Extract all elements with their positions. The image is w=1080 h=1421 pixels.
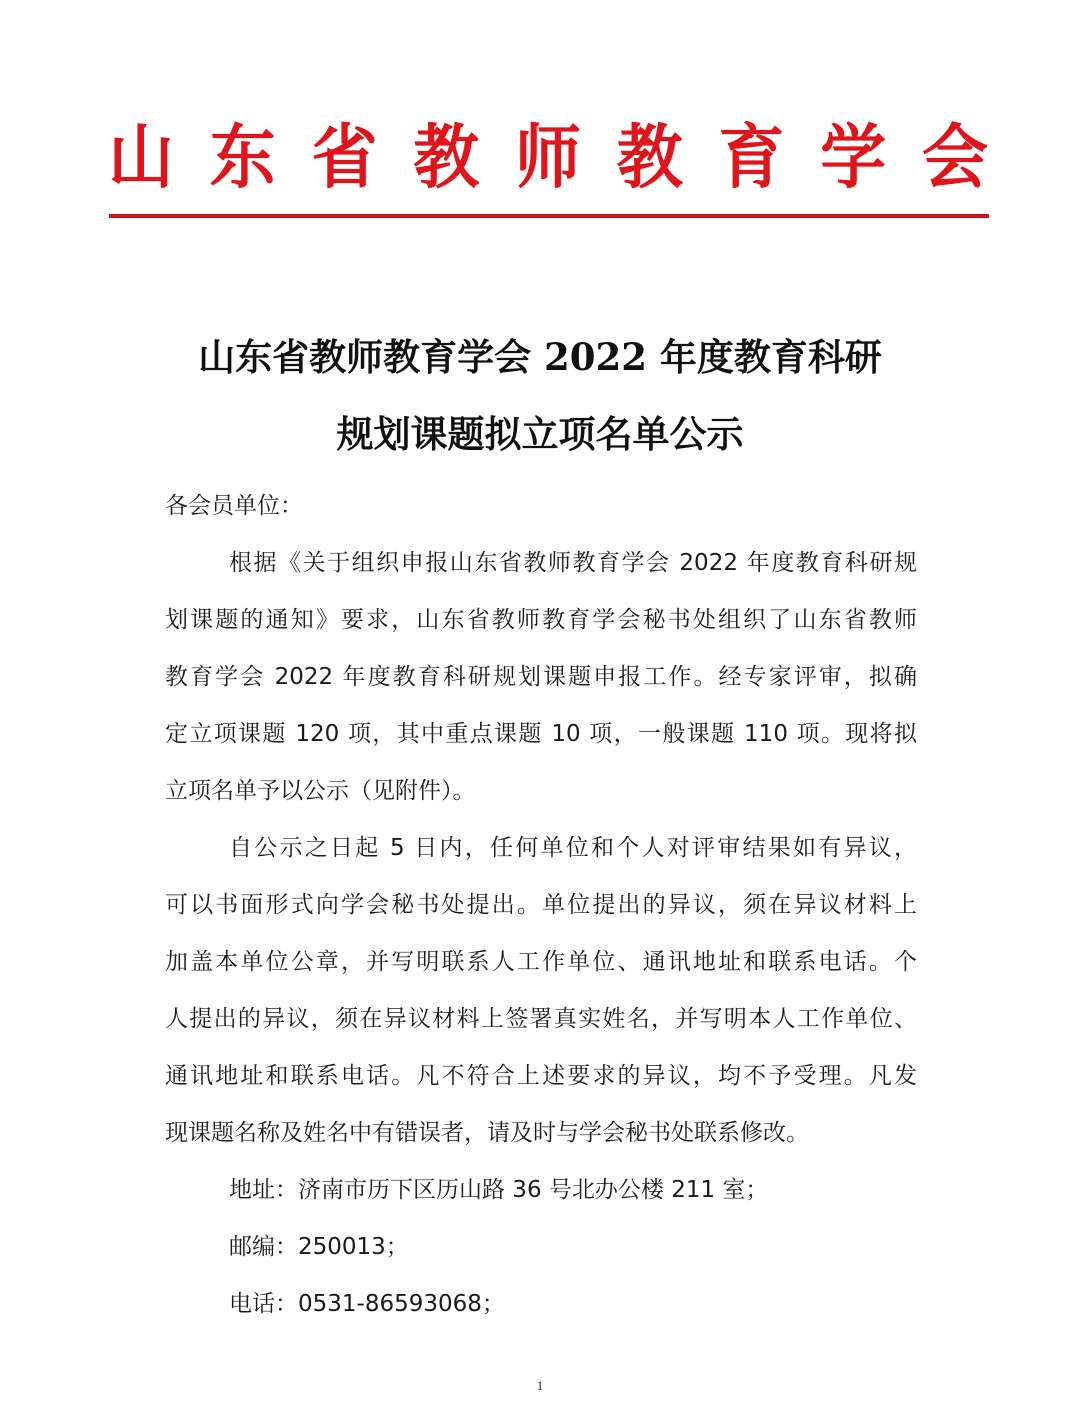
masthead-char: 山 [108,117,174,198]
contact-postcode: 邮编：250013； [229,1234,409,1260]
document-body [165,486,917,1341]
paragraph-line: 教育学会 2022 年度教育科研规划课题申报工作。经专家评审，拟确 [165,664,917,690]
paragraph-objections [165,828,917,1170]
masthead-org-name [108,118,988,198]
paragraph-line: 自公示之日起 5 日内，任何单位和个人对评审结果如有异议， [229,835,917,861]
masthead-char: 育 [718,117,785,198]
paragraph-line: 划课题的通知》要求，山东省教师教育学会秘书处组织了山东省教师 [165,607,917,633]
page-number: 1 [536,1378,544,1393]
salutation: 各会员单位： [165,493,303,519]
paragraph-line: 现课题名称及姓名中有错误者，请及时与学会秘书处联系修改。 [165,1120,809,1146]
masthead-char: 教 [616,117,683,198]
paragraph-line: 通讯地址和联系电话。凡不符合上述要求的异议，均不予受理。凡发 [165,1063,917,1089]
masthead-char: 会 [922,117,988,198]
paragraph-line: 人提出的异议，须在异议材料上签署真实姓名，并写明本人工作单位、 [165,1006,917,1032]
paragraph-line: 根据《关于组织申报山东省教师教育学会 2022 年度教育科研规 [229,550,917,576]
contact-info [165,1170,917,1341]
document-title-line-2: 规划课题拟立项名单公示 [336,412,744,456]
paragraph-line: 加盖本单位公章，并写明联系人工作单位、通讯地址和联系电话。个 [165,949,917,975]
paragraph-line: 可以书面形式向学会秘书处提出。单位提出的异议，须在异议材料上 [165,892,917,918]
masthead-char: 学 [820,117,887,198]
masthead-divider [109,214,989,218]
masthead-char: 教 [413,117,480,198]
document-title-line-1: 山东省教师教育学会 2022 年度教育科研 [198,335,882,379]
contact-phone: 电话：0531-86593068； [229,1291,505,1317]
paragraph-announcement [165,543,917,828]
paragraph-line: 立项名单予以公示（见附件）。 [165,778,476,804]
paragraph-line: 定立项课题 120 项，其中重点课题 10 项，一般课题 110 项。现将拟 [165,721,917,747]
contact-address: 地址：济南市历下区历山路 36 号北办公楼 211 室； [229,1177,769,1203]
masthead-char: 师 [515,117,581,198]
masthead-char: 东 [209,117,276,198]
masthead-char: 省 [311,117,378,198]
